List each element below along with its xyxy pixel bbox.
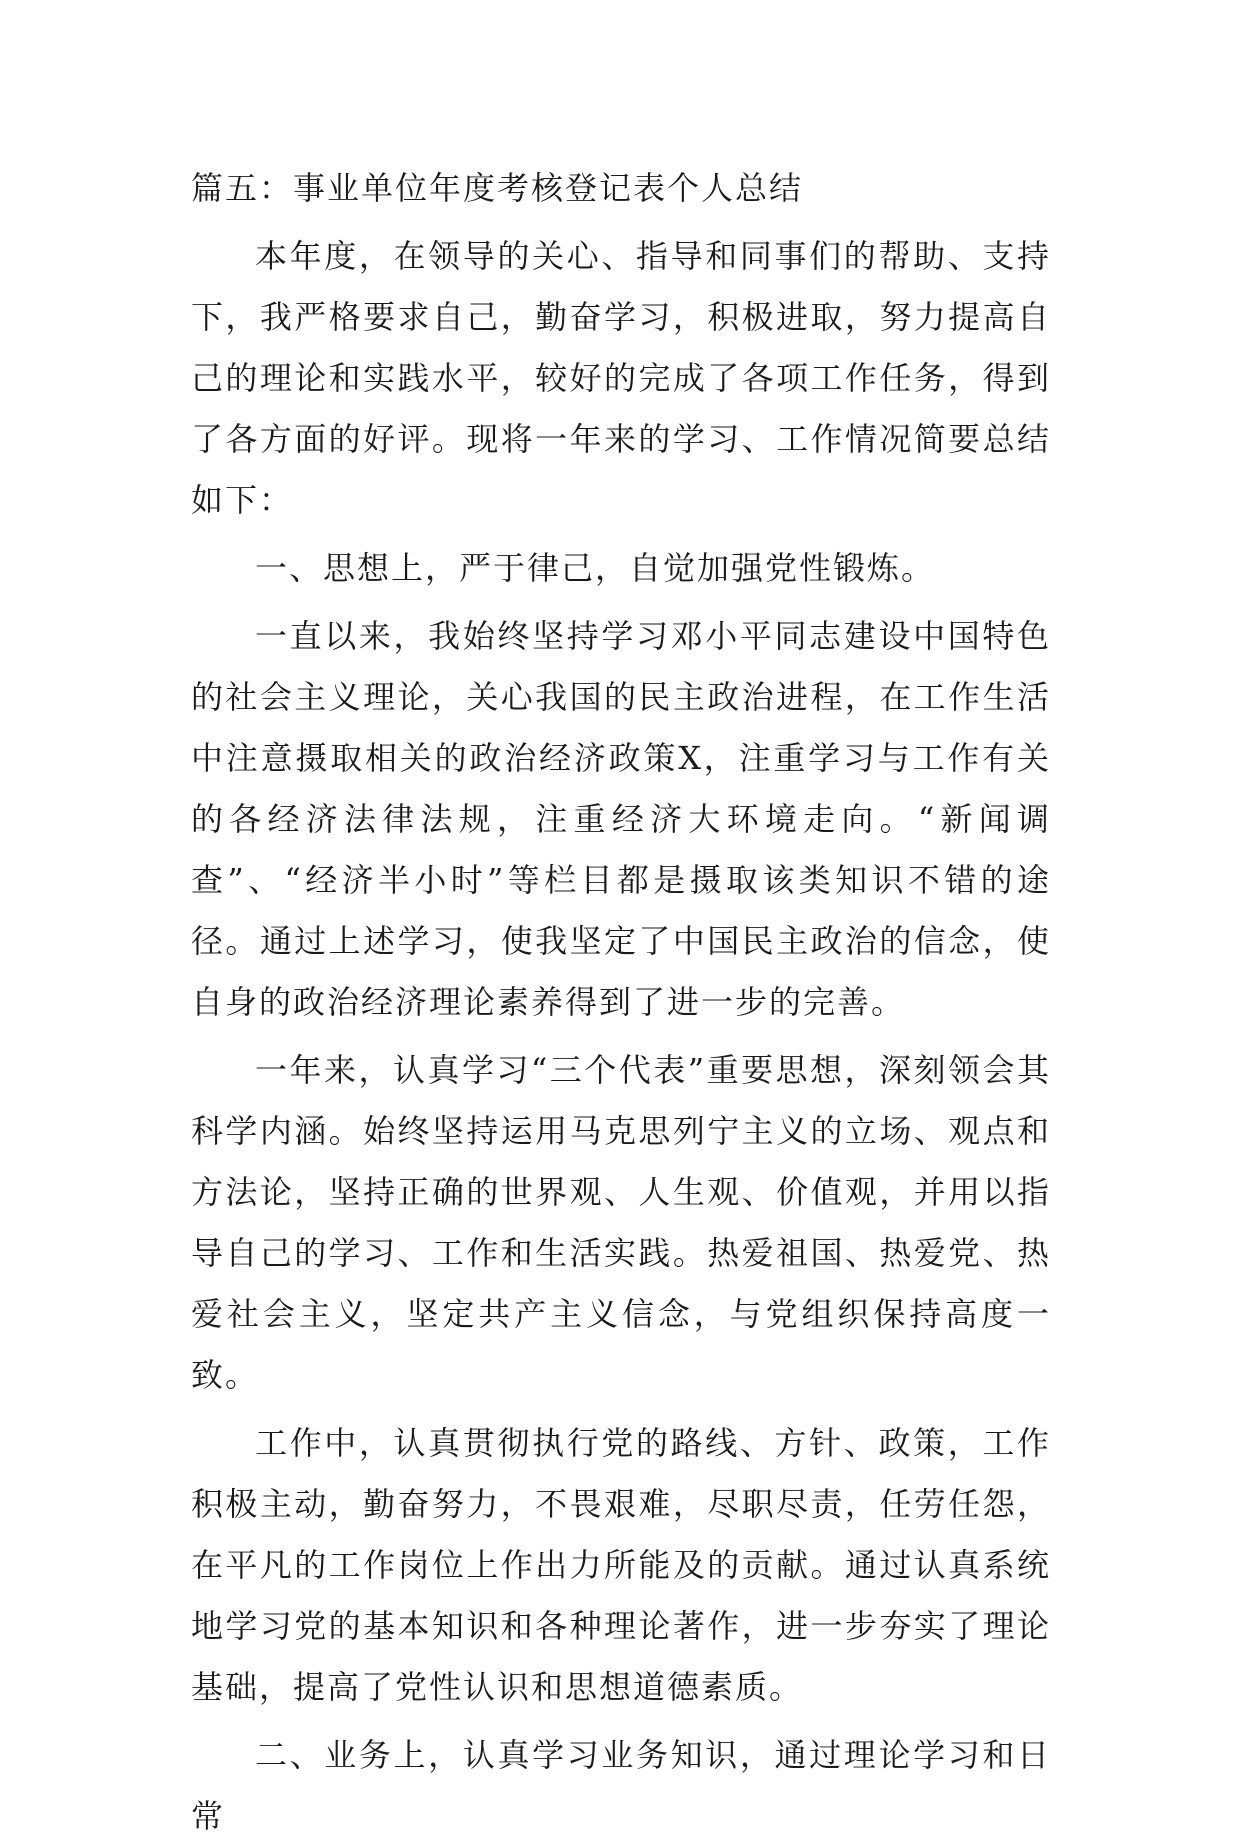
paragraph-intro: 本年度，在领导的关心、指导和同事们的帮助、支持下，我严格要求自己，勤奋学习，积极进取，努力提高自己的理论和实践水平，较好的完成了各项工作任务，得到了各方面的好评。现将一年来的学习、工作情况简要总结如下： xyxy=(191,237,1051,519)
document-title: 篇五：事业单位年度考核登记表个人总结 xyxy=(191,169,804,207)
section-heading-1: 一、思想上，严于律己，自觉加强党性锻炼。 xyxy=(255,549,936,587)
document-body xyxy=(191,158,1051,1847)
section-heading-2: 二、业务上，认真学习业务知识，通过理论学习和日常 xyxy=(191,1736,1051,1835)
paragraph-three-represents: 一年来，认真学习“三个代表”重要思想，深刻领会其科学内涵。始终坚持运用马克思列宁主义的立场、观点和方法论，坚持正确的世界观、人生观、价值观，并用以指导自己的学习、工作和生活实践。热爱祖国、热爱党、热爱社会主义，坚定共产主义信念，与党组织保持高度一致。 xyxy=(191,1051,1051,1394)
paragraph-work: 工作中，认真贯彻执行党的路线、方针、政策，工作积极主动，勤奋努力，不畏艰难，尽职尽责，任劳任怨，在平凡的工作岗位上作出力所能及的贡献。通过认真系统地学习党的基本知识和各种理论著作，进一步夯实了理论基础，提高了党性认识和思想道德素质。 xyxy=(191,1424,1051,1706)
paragraph-theory-study: 一直以来，我始终坚持学习邓小平同志建设中国特色的社会主义理论，关心我国的民主政治进程，在工作生活中注意摄取相关的政治经济政策X，注重学习与工作有关的各经济法律法规，注重经济大环境走向。“新闻调查”、“经济半小时”等栏目都是摄取该类知识不错的途径。通过上述学习，使我坚定了中国民主政治的信念，使自身的政治经济理论素养得到了进一步的完善。 xyxy=(191,617,1051,1021)
